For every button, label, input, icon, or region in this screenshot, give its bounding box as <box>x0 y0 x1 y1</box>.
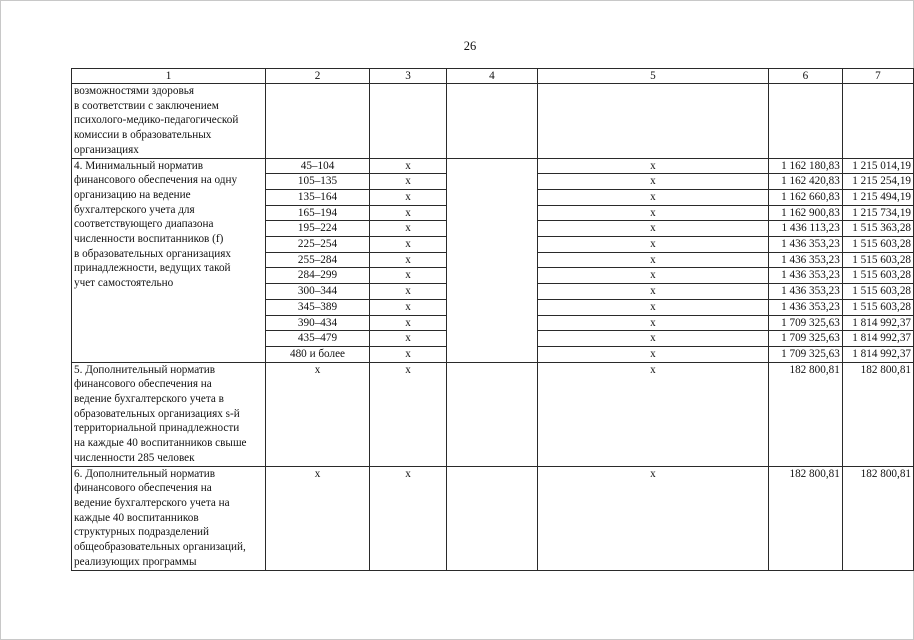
col7-value: 182 800,81 <box>842 362 913 466</box>
col6-value: 182 800,81 <box>769 362 843 466</box>
col3-cell: х <box>369 205 446 221</box>
col2-cell: х <box>266 466 370 570</box>
description-line: ведение бухгалтерского учета в <box>74 393 224 406</box>
col3-cell: х <box>369 331 446 347</box>
col5-cell: х <box>537 158 768 174</box>
range-cell: 45–104 <box>266 158 370 174</box>
description-line: соответствующего диапазона <box>74 218 214 231</box>
header-cell: 1 <box>72 69 266 84</box>
col6-value: 1 436 353,23 <box>769 284 843 300</box>
range-cell: 135–164 <box>266 189 370 205</box>
col5-cell: х <box>537 221 768 237</box>
range-cell: 255–284 <box>266 252 370 268</box>
empty-cell <box>369 84 446 159</box>
col6-value: 1 436 353,23 <box>769 237 843 253</box>
col7-value: 1 814 992,37 <box>842 331 913 347</box>
header-cell: 6 <box>769 69 843 84</box>
col7-value: 1 215 014,19 <box>842 158 913 174</box>
col3-cell: х <box>369 284 446 300</box>
col5-cell: х <box>537 284 768 300</box>
description-line: в соответствии с заключением <box>74 99 219 112</box>
description-line: комиссии в образовательных <box>74 129 212 142</box>
continuation-description <box>72 84 266 159</box>
empty-cell <box>842 84 913 159</box>
range-cell: 225–254 <box>266 237 370 253</box>
range-cell: 105–135 <box>266 174 370 190</box>
description-line: каждые 40 воспитанников <box>74 511 199 524</box>
col7-value: 1 814 992,37 <box>842 315 913 331</box>
col7-value: 1 215 734,19 <box>842 205 913 221</box>
col3-cell: х <box>369 174 446 190</box>
col5-cell: х <box>537 346 768 362</box>
description-line: на каждые 40 воспитанников свыше <box>74 437 247 450</box>
col5-cell: х <box>537 174 768 190</box>
col7-value: 1 515 363,28 <box>842 221 913 237</box>
description-line: ведение бухгалтерского учета на <box>74 496 230 509</box>
range-cell: 195–224 <box>266 221 370 237</box>
description-line: 4. Минимальный норматив <box>74 159 203 172</box>
section6-description <box>72 466 266 570</box>
empty-cell <box>447 84 538 159</box>
col7-value: 1 515 603,28 <box>842 252 913 268</box>
range-cell: 390–434 <box>266 315 370 331</box>
description-line: численности 285 человек <box>74 451 195 464</box>
col7-value: 1 814 992,37 <box>842 346 913 362</box>
col6-value: 1 709 325,63 <box>769 315 843 331</box>
range-cell: 480 и более <box>266 346 370 362</box>
description-line: организацию на ведение <box>74 188 191 201</box>
col7-value: 1 515 603,28 <box>842 268 913 284</box>
col3-cell: х <box>369 158 446 174</box>
col5-cell: х <box>537 237 768 253</box>
range-cell: 435–479 <box>266 331 370 347</box>
col7-value: 1 215 494,19 <box>842 189 913 205</box>
col7-value: 1 515 603,28 <box>842 237 913 253</box>
col3-cell: х <box>369 299 446 315</box>
col5-cell: х <box>537 252 768 268</box>
header-cell: 5 <box>537 69 768 84</box>
col3-cell: х <box>369 346 446 362</box>
range-cell: 300–344 <box>266 284 370 300</box>
col3-cell: х <box>369 315 446 331</box>
empty-cell <box>537 84 768 159</box>
section6-row <box>72 466 914 570</box>
col6-value: 1 709 325,63 <box>769 331 843 347</box>
col3-cell: х <box>369 268 446 284</box>
col5-cell: х <box>537 331 768 347</box>
empty-cell <box>266 84 370 159</box>
description-line: учет самостоятельно <box>74 277 174 290</box>
col3-cell: х <box>369 362 446 466</box>
col5-cell: х <box>537 299 768 315</box>
col7-value: 1 215 254,19 <box>842 174 913 190</box>
description-line: в образовательных организациях <box>74 247 231 260</box>
col7-value: 1 515 603,28 <box>842 284 913 300</box>
section5-row <box>72 362 914 466</box>
col5-cell: х <box>537 315 768 331</box>
description-line: бухгалтерского учета для <box>74 203 195 216</box>
col3-cell: х <box>369 466 446 570</box>
col3-cell: х <box>369 252 446 268</box>
description-line: численности воспитанников (f) <box>74 233 224 246</box>
empty-cell <box>769 84 843 159</box>
description-line: психолого-медико-педагогической <box>74 114 239 127</box>
empty-col4-cell <box>447 362 538 466</box>
col5-cell: х <box>537 362 768 466</box>
description-line: реализующих программы <box>74 555 197 568</box>
description-line: территориальной принадлежности <box>74 422 240 435</box>
col2-cell: х <box>266 362 370 466</box>
col5-cell: х <box>537 205 768 221</box>
col6-value: 1 162 660,83 <box>769 189 843 205</box>
description-line: финансового обеспечения на <box>74 378 212 391</box>
col3-cell: х <box>369 189 446 205</box>
header-cell: 4 <box>447 69 538 84</box>
header-cell: 2 <box>266 69 370 84</box>
description-line: принадлежности, ведущих такой <box>74 262 231 275</box>
description-line: структурных подразделений <box>74 526 210 539</box>
col5-cell: х <box>537 466 768 570</box>
header-cell: 3 <box>369 69 446 84</box>
col6-value: 1 162 180,83 <box>769 158 843 174</box>
section4-description <box>72 158 266 362</box>
col6-value: 1 436 353,23 <box>769 299 843 315</box>
col6-value: 1 436 113,23 <box>769 221 843 237</box>
description-line: организациях <box>74 143 139 156</box>
continuation-row <box>72 84 914 159</box>
range-cell: 284–299 <box>266 268 370 284</box>
description-line: 6. Дополнительный норматив <box>74 467 216 480</box>
norms-table <box>71 68 914 571</box>
range-cell: 345–389 <box>266 299 370 315</box>
description-line: 5. Дополнительный норматив <box>74 363 216 376</box>
col5-cell: х <box>537 189 768 205</box>
col6-value: 1 709 325,63 <box>769 346 843 362</box>
col7-value: 1 515 603,28 <box>842 299 913 315</box>
header-cell: 7 <box>842 69 913 84</box>
description-line: возможностями здоровья <box>74 85 194 97</box>
col6-value: 182 800,81 <box>769 466 843 570</box>
col6-value: 1 436 353,23 <box>769 268 843 284</box>
col6-value: 1 436 353,23 <box>769 252 843 268</box>
description-line: финансового обеспечения на одну <box>74 174 238 187</box>
range-cell: 165–194 <box>266 205 370 221</box>
col5-cell: х <box>537 268 768 284</box>
description-line: финансового обеспечения на <box>74 482 212 495</box>
description-line: общеобразовательных организаций, <box>74 541 246 554</box>
col3-cell: х <box>369 221 446 237</box>
empty-col4-cell <box>447 158 538 362</box>
col7-value: 182 800,81 <box>842 466 913 570</box>
table-header-row <box>72 69 914 84</box>
section5-description <box>72 362 266 466</box>
section4-row <box>72 158 914 174</box>
empty-col4-cell <box>447 466 538 570</box>
col6-value: 1 162 420,83 <box>769 174 843 190</box>
col6-value: 1 162 900,83 <box>769 205 843 221</box>
description-line: образовательных организациях s-й <box>74 407 240 420</box>
col3-cell: х <box>369 237 446 253</box>
page-number: 26 <box>463 39 477 53</box>
